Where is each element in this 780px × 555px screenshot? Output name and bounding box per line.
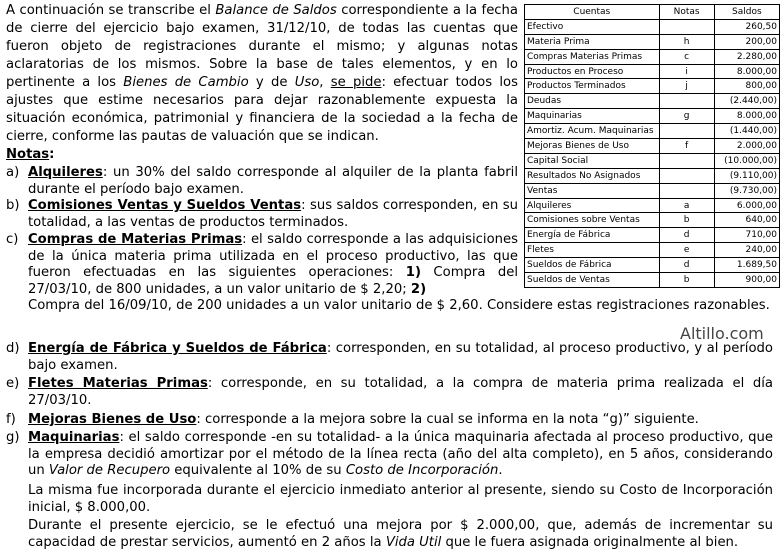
cell-nota: a: [659, 198, 714, 213]
cell-saldo: (2.440,00): [714, 94, 779, 109]
note-g-body-2: [28, 483, 773, 516]
note-f-key: Mejoras Bienes de Uso: [28, 412, 197, 427]
note-c-key: Compras de Materias Primas: [28, 232, 243, 247]
note-f-body: [28, 412, 773, 429]
note-c-op-2: 2): [410, 281, 427, 297]
table-row: [525, 79, 780, 94]
note-c-body-2: [28, 298, 773, 315]
cell-cuenta: Productos Terminados: [525, 79, 660, 94]
cell-cuenta: Maquinarias: [525, 109, 660, 124]
cell-cuenta: Sueldos de Ventas: [525, 273, 660, 288]
cell-saldo: 900,00: [714, 273, 779, 288]
cell-nota: e: [659, 243, 714, 258]
cell-nota: j: [659, 79, 714, 94]
note-g-text-4: La misma fue incorporada durante el ejercicio inmediato anterior al presente, siendo su Costo de Incorporación inicial, $ 8.000,00.: [28, 483, 773, 515]
table-row: [525, 109, 780, 124]
note-a-label: a): [6, 165, 20, 180]
note-c-op-1: 1): [405, 265, 421, 280]
table-row: [525, 94, 780, 109]
cell-nota: [659, 183, 714, 198]
cell-cuenta: Mejoras Bienes de Uso: [525, 139, 660, 154]
cell-saldo: 6.000,00: [714, 198, 779, 213]
note-e-text: : corresponde, en su totalidad, a la compra de materia prima realizada el día 27/03/10.: [28, 376, 773, 408]
cell-saldo: 200,00: [714, 34, 779, 49]
note-g-italic-1: Valor de Recupero: [48, 463, 171, 478]
cell-saldo: 260,50: [714, 19, 779, 34]
cell-saldo: (9.110,00): [714, 168, 779, 183]
table-row: [525, 19, 780, 34]
table-body: [525, 19, 780, 287]
table-row: [525, 273, 780, 288]
note-e-key: Fletes Materias Primas: [28, 376, 208, 391]
cell-saldo: 710,00: [714, 228, 779, 243]
cell-nota: [659, 124, 714, 139]
note-b-key: Comisiones Ventas y Sueldos Ventas: [28, 198, 302, 213]
note-c-text-3: Compra del 16/09/10, de 200 unidades a un valor unitario de $ 2,60. Considere estas registraciones razonables.: [28, 298, 770, 313]
cell-nota: d: [659, 228, 714, 243]
note-g-key: Maquinarias: [28, 430, 120, 445]
cell-cuenta: Amortiz. Acum. Maquinarias: [525, 124, 660, 139]
cell-saldo: 2.280,00: [714, 49, 779, 64]
cell-cuenta: Materia Prima: [525, 34, 660, 49]
note-c-text-1: : el saldo corresponde a las adquisiciones de la única materia prima utilizada en el proceso productivo, las que fueron efectuadas en las siguientes operaciones:: [28, 232, 518, 280]
cell-nota: h: [659, 34, 714, 49]
cell-saldo: 640,00: [714, 213, 779, 228]
note-e-body: [28, 376, 773, 409]
note-g-italic-3: Vida Util: [385, 534, 442, 550]
cell-cuenta: Energía de Fábrica: [525, 228, 660, 243]
intro-paragraph: [6, 2, 518, 146]
note-d-body: [28, 341, 773, 374]
cell-nota: b: [659, 273, 714, 288]
intro-comma: ,: [319, 75, 324, 90]
header-cuentas: Cuentas: [525, 5, 660, 20]
cell-saldo: (9.730,00): [714, 183, 779, 198]
note-c-label: c): [6, 232, 19, 247]
cell-cuenta: Resultados No Asignados: [525, 168, 660, 183]
note-b-label: b): [6, 198, 20, 213]
cell-saldo: 1.689,50: [714, 258, 779, 273]
cell-saldo: 2.000,00: [714, 139, 779, 154]
note-d-label: d): [6, 341, 20, 356]
table-row: [525, 49, 780, 64]
note-b-body: [28, 198, 518, 231]
cell-cuenta: Capital Social: [525, 153, 660, 168]
cell-saldo: 8.000,00: [714, 64, 779, 79]
intro-italic-balance: Balance de Saldos: [215, 3, 337, 18]
note-f-text: : corresponde a la mejora sobre la cual se informa en la nota “g)” siguiente.: [196, 412, 699, 427]
cell-saldo: 8.000,00: [714, 109, 779, 124]
table-row: [525, 153, 780, 168]
balance-table: [524, 4, 780, 288]
table-row: [525, 124, 780, 139]
intro-text-2: correspondiente a la fecha de cierre del ejercicio bajo examen, 31/12/10, de todas las cuentas que fueron objeto de registraciones durante el mismo; y algunas notas aclaratorias de los mismos. Sobre la base de tales elementos, y en lo pertinente a los: [6, 3, 519, 90]
cell-cuenta: Comisiones sobre Ventas: [525, 213, 660, 228]
note-a-text: : un 30% del saldo corresponde al alquiler de la planta fabril durante el período bajo examen.: [28, 165, 518, 197]
cell-saldo: 800,00: [714, 79, 779, 94]
cell-cuenta: Efectivo: [525, 19, 660, 34]
note-g-text-2: equivalente al 10% de su: [174, 463, 342, 478]
intro-italic-uso: Uso: [294, 75, 320, 90]
note-g-text-5: Durante el presente ejercicio, se le efectuó una mejora por $ 2.000,00, que, además de incrementar su capacidad de prestar servicios, aumentó en 2 años la: [28, 518, 773, 550]
cell-cuenta: Productos en Proceso: [525, 64, 660, 79]
table-header-row: [525, 5, 780, 20]
table-row: [525, 168, 780, 183]
header-saldos: Saldos: [714, 5, 779, 20]
table-row: [525, 198, 780, 213]
note-e-label: e): [6, 376, 20, 391]
note-g-text-6: que le fuera asignada originalmente al bien.: [445, 534, 739, 550]
cell-nota: [659, 168, 714, 183]
note-g-body: [28, 430, 773, 480]
intro-text-1: A continuación se transcribe el: [6, 3, 211, 18]
cell-nota: f: [659, 139, 714, 154]
table-row: [525, 213, 780, 228]
table-row: [525, 64, 780, 79]
watermark: Altillo.com: [680, 324, 764, 343]
note-g-label: g): [6, 430, 20, 445]
cell-nota: [659, 19, 714, 34]
note-d-text: : corresponden, en su totalidad, al proceso productivo, y al período bajo examen.: [28, 341, 773, 373]
cell-nota: i: [659, 64, 714, 79]
cell-nota: c: [659, 49, 714, 64]
notas-heading-text: Notas: [6, 147, 50, 162]
cell-saldo: (1.440,00): [714, 124, 779, 139]
header-notas: Notas: [659, 5, 714, 20]
note-d-key: Energía de Fábrica y Sueldos de Fábrica: [28, 341, 327, 356]
cell-cuenta: Fletes: [525, 243, 660, 258]
intro-italic-cambio: Bienes de Cambio: [123, 75, 249, 90]
cell-cuenta: Alquileres: [525, 198, 660, 213]
table-row: [525, 183, 780, 198]
intro-text-and: y de: [255, 75, 288, 90]
notas-heading: [6, 146, 54, 164]
cell-cuenta: Ventas: [525, 183, 660, 198]
table-row: [525, 258, 780, 273]
note-a-body: [28, 165, 518, 198]
table-row: [525, 139, 780, 154]
note-a-key: Alquileres: [28, 165, 103, 180]
cell-nota: b: [659, 213, 714, 228]
note-f-label: f): [6, 412, 16, 427]
cell-nota: d: [659, 258, 714, 273]
table-row: [525, 34, 780, 49]
cell-cuenta: Compras Materias Primas: [525, 49, 660, 64]
cell-saldo: 240,00: [714, 243, 779, 258]
intro-text-3: : efectuar todos los ajustes que estime necesarios para dejar razonablemente expuesta la situación económica, patrimonial y financiera de la sociedad a la fecha de cierre, conforme las pautas de valuación que se indican.: [6, 75, 518, 144]
cell-cuenta: Deudas: [525, 94, 660, 109]
intro-se-pide: se pide: [330, 75, 382, 90]
note-c-body: [28, 232, 518, 298]
cell-nota: [659, 153, 714, 168]
notas-heading-colon: :: [49, 147, 55, 162]
cell-nota: g: [659, 109, 714, 124]
note-g-body-3: [28, 518, 773, 551]
table-row: [525, 228, 780, 243]
note-g-text-3: .: [498, 463, 503, 478]
note-g-italic-2: Costo de Incorporación: [345, 463, 499, 478]
note-g-text-1: : el saldo corresponde -en su totalidad- a la única maquinaria afectada al proceso productivo, que la empresa decidió amortizar por el método de la línea recta (año del alta completo), en 5 años, considerando un: [28, 430, 773, 478]
note-b-text: : sus saldos corresponden, en su totalidad, a las ventas de productos terminados.: [28, 198, 518, 230]
note-c-text-2: Compra del 27/03/10, de 800 unidades, a un valor unitario de $ 2,20;: [28, 265, 518, 297]
table-row: [525, 243, 780, 258]
cell-nota: [659, 94, 714, 109]
cell-saldo: (10.000,00): [714, 153, 779, 168]
cell-cuenta: Sueldos de Fábrica: [525, 258, 660, 273]
